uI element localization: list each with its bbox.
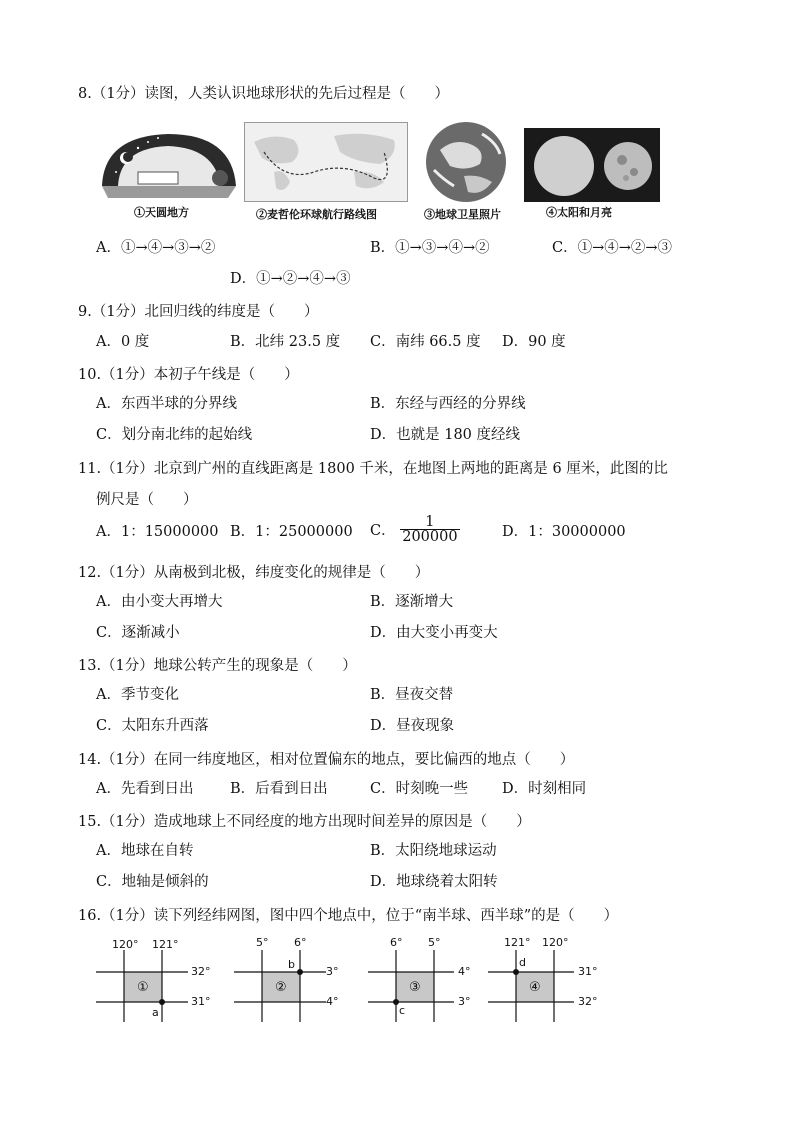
- q13-option-d[interactable]: D．昼夜现象: [370, 718, 455, 734]
- q8-caption-1: ①天圆地方: [134, 206, 189, 219]
- q15-option-b[interactable]: B．太阳绕地球运动: [370, 843, 497, 859]
- q13-stem: 13.（1分）地球公转产生的现象是（ ）: [78, 658, 357, 674]
- grid4-point: d: [519, 956, 526, 969]
- q9-option-c[interactable]: C．南纬 66.5 度: [370, 334, 481, 350]
- q8-stem: 8.（1分）读图，人类认识地球形状的先后过程是（ ）: [78, 86, 450, 102]
- grid1-top-right: 121°: [152, 938, 179, 951]
- q11-option-a[interactable]: A．1：15000000: [96, 524, 219, 540]
- q12-option-d[interactable]: D．由大变小再变大: [370, 625, 498, 641]
- q15-option-d[interactable]: D．地球绕着太阳转: [370, 874, 498, 890]
- grid4-top-right: 120°: [542, 936, 569, 949]
- q11-fraction: [400, 515, 459, 544]
- sun-moon-icon: [524, 128, 660, 202]
- grid-lines-2: [234, 936, 364, 1026]
- q14-option-a[interactable]: A．先看到日出: [96, 781, 194, 797]
- grid2-right-top: 3°: [326, 965, 339, 978]
- q12-option-b[interactable]: B．逐渐增大: [370, 594, 454, 610]
- grid4-number: ④: [529, 980, 541, 995]
- q10-stem: 10.（1分）本初子午线是（ ）: [78, 367, 299, 383]
- q13-option-a[interactable]: A．季节变化: [96, 687, 179, 703]
- grid3-right-top: 4°: [458, 965, 471, 978]
- q11-option-b[interactable]: B．1：25000000: [230, 524, 353, 540]
- q11-option-c-label: C．: [370, 523, 396, 539]
- q15-option-c[interactable]: C．地轴是倾斜的: [96, 874, 209, 890]
- world-route-map-icon: [244, 122, 408, 202]
- grid3-top-right: 5°: [428, 936, 441, 949]
- grid-lines-3: [368, 936, 498, 1026]
- grid2-number: ②: [275, 980, 287, 995]
- q9-option-d[interactable]: D．90 度: [502, 334, 566, 350]
- q8-caption-3: ③地球卫星照片: [424, 208, 501, 221]
- grid3-number: ③: [409, 980, 421, 995]
- q11-stem-line1: 11.（1分）北京到广州的直线距离是 1800 千米，在地图上两地的距离是 6 厘米，此图的比: [78, 461, 668, 477]
- earth-globe-icon: [420, 120, 516, 208]
- grid3-top-left: 6°: [390, 936, 403, 949]
- q8-option-b[interactable]: B．①→③→④→②: [370, 240, 490, 256]
- q14-option-c[interactable]: C．时刻晚一些: [370, 781, 469, 797]
- q8-caption-2: ②麦哲伦环球航行路线图: [256, 208, 377, 221]
- q10-option-d[interactable]: D．也就是 180 度经线: [370, 427, 521, 443]
- q8-image-magellan: [244, 122, 408, 221]
- q8-image-sun-moon: [524, 128, 660, 220]
- grid3-point: c: [399, 1004, 406, 1017]
- q9-option-b[interactable]: B．北纬 23.5 度: [230, 334, 341, 350]
- grid4-top-left: 121°: [504, 936, 531, 949]
- grid1-number: ①: [137, 980, 149, 995]
- q11-option-c[interactable]: [370, 515, 460, 544]
- q12-stem: 12.（1分）从南极到北极，纬度变化的规律是（ ）: [78, 565, 430, 581]
- q8-option-d[interactable]: D．①→②→④→③: [230, 271, 351, 287]
- dome-sky-icon: [98, 128, 240, 208]
- grid2-point: b: [288, 958, 295, 971]
- grid-lines-4: [488, 936, 618, 1026]
- q11-fraction-numerator: 1: [400, 515, 459, 530]
- q14-stem: 14.（1分）在同一纬度地区，相对位置偏东的地点，要比偏西的地点（ ）: [78, 752, 575, 768]
- q16-grid-1: [96, 936, 226, 1026]
- grid4-right-top: 31°: [578, 965, 598, 978]
- q12-option-c[interactable]: C．逐渐减小: [96, 625, 180, 641]
- grid2-top-right: 6°: [294, 936, 307, 949]
- q12-option-a[interactable]: A．由小变大再增大: [96, 594, 223, 610]
- q16-grid-2: [234, 936, 364, 1026]
- grid1-right-top: 32°: [191, 965, 211, 978]
- q10-option-c[interactable]: C．划分南北纬的起始线: [96, 427, 253, 443]
- q8-option-a[interactable]: A．①→④→③→②: [96, 240, 216, 256]
- q14-option-d[interactable]: D．时刻相同: [502, 781, 587, 797]
- q10-option-a[interactable]: A．东西半球的分界线: [96, 396, 237, 412]
- q8-caption-4: ④太阳和月亮: [546, 206, 612, 219]
- q10-option-b[interactable]: B．东经与西经的分界线: [370, 396, 526, 412]
- grid4-right-bottom: 32°: [578, 995, 598, 1008]
- q15-stem: 15.（1分）造成地球上不同经度的地方出现时间差异的原因是（ ）: [78, 814, 531, 830]
- grid2-top-left: 5°: [256, 936, 269, 949]
- q8-option-c[interactable]: C．①→④→②→③: [552, 240, 673, 256]
- q9-option-a[interactable]: A．0 度: [96, 334, 150, 350]
- q16-stem: 16.（1分）读下列经纬网图，图中四个地点中，位于“南半球、西半球”的是（ ）: [78, 908, 619, 924]
- q9-stem: 9.（1分）北回归线的纬度是（ ）: [78, 304, 319, 320]
- q16-grid-4: [488, 936, 618, 1026]
- grid3-right-bottom: 3°: [458, 995, 471, 1008]
- q16-grid-3: [368, 936, 498, 1026]
- grid1-point: a: [152, 1006, 159, 1019]
- grid1-right-bottom: 31°: [191, 995, 211, 1008]
- q13-option-b[interactable]: B．昼夜交替: [370, 687, 454, 703]
- q8-image-earth: [420, 120, 516, 220]
- q11-stem-line2: 例尺是（ ）: [96, 492, 198, 508]
- q14-option-b[interactable]: B．后看到日出: [230, 781, 328, 797]
- q15-option-a[interactable]: A．地球在自转: [96, 843, 194, 859]
- q11-fraction-denominator: 200000: [402, 529, 458, 545]
- q13-option-c[interactable]: C．太阳东升西落: [96, 718, 209, 734]
- q11-option-d[interactable]: D．1：30000000: [502, 524, 626, 540]
- grid2-right-bottom: 4°: [326, 995, 339, 1008]
- q8-image-tianyuan: [98, 128, 240, 220]
- grid1-top-left: 120°: [112, 938, 139, 951]
